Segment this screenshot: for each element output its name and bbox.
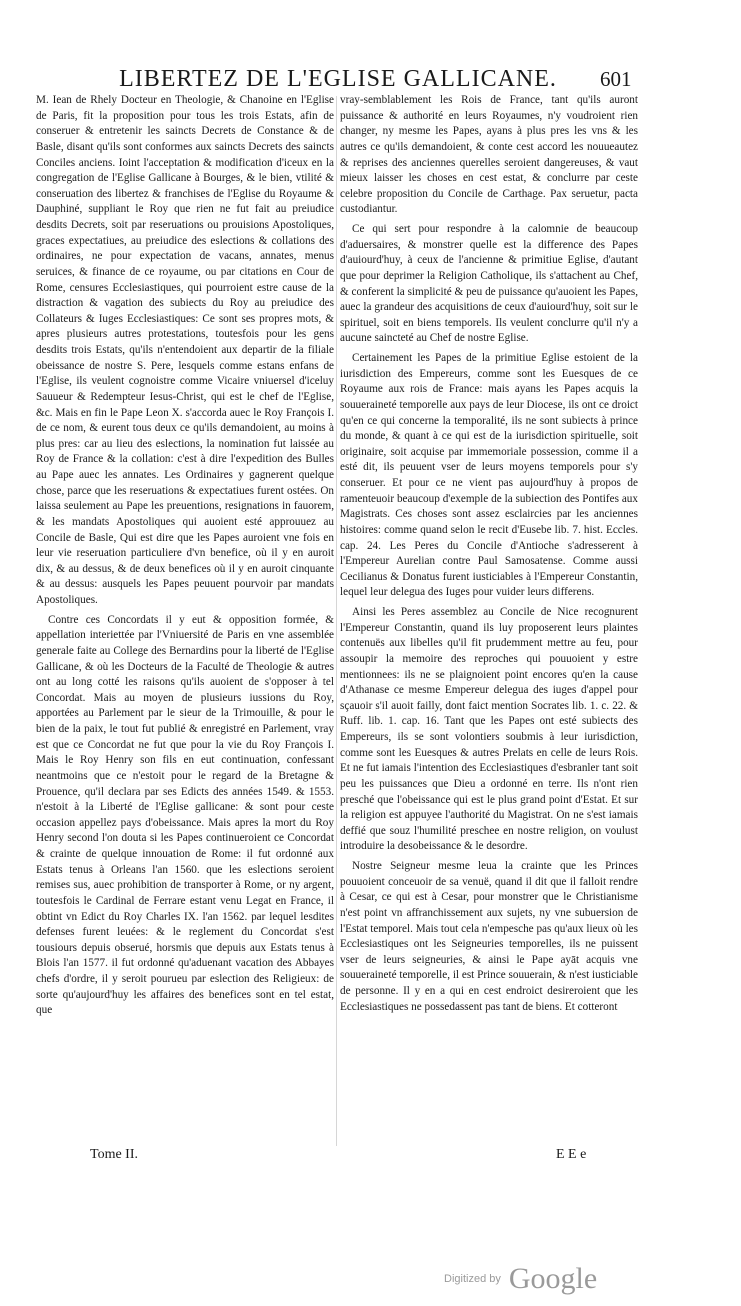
- right-paragraph-2: Ce qui sert pour respondre à la calomnie de beaucoup d'aduersaires, & monstrer quelle est la difference des Papes d'auiourd'huy, à ceux de l'ancienne & primitiue Eglise, d'autant que pour deprimer la Religion Catholique, ils s'attachent au Chef, & conferent la simplicité & peu de puissance qu'auoient les Papes, auec la grandeur des acquisitions de ceux d'auiourd'huy, soit sur le spirituel, soit en biens temporels. Ils veulent conclurre qu'il n'y a aucune saincteté au Chef de nostre Eglise.: [340, 223, 638, 345]
- column-divider: [336, 96, 337, 1146]
- left-paragraph-1: M. Iean de Rhely Docteur en Theologie, & Chanoine en l'Eglise de Paris, fit la proposition pour tous les trois Estats, afin de conseruer & entretenir les saincts Decrets de Constance & de Basle, disant qu'ils sont conformes aux saincts Decrets des saincts Conciles anciens. Ioint l'acceptation & modification d'iceux en la congregation de l'Eglise Gallicane à Bourges, & le bien, vtilité & conseruation des libertez & franchises de l'Eglise du Royaume & Dauphiné, suppliant le Roy que rien ne fut fait au preiudice desdits Decrets, soit par reseruations ou prouisions Apostoliques, graces expectatiues, au preiudice des eslections & collations des ordinaires, ne pour expectation de vacans, annates, menus seruices, & finance de ce royaume, ou par citations en Cour de Rome, censures Ecclesiastiques, qui pourroient estre cause de la distraction & vagation des subiects du Roy au preiudice des Collateurs & Iuges Ecclesiastiques: Ce sont ses propres mots, & apres plusieurs autres protestations, toutesfois pour les gens desdits trois Estats, qu'ils n'entendoient aux departir de la filiale obeissance de nostre S. Pere, lesquels comme estans enfans de l'Eglise, ils veulent cognoistre comme Vicaire vniuersel d'iceluy Sauueur & Redempteur Iesus-Christ, qui est le chef de l'Eglise, &c. Mais en fin le Pape Leon X. s'accorda auec le Roy François I. de ce nom, & eurent tous deux ce qu'ils demandoient, au moins à plus pres: car au lieu des eslections, la nomination fut laissée au Roy de France & la collation: c'est à dire l'expedition des Bulles au Pape auec les annates. Les Ordinaires y gagnerent quelque chose, parce que les reseruations & expectatiues furent ostées. On laissa seulement au Pape les preuentions, resignations in fauorem, & les mandats Apostoliques qui auoient esté approuuez au Concile de Basle, Qui est dire que les Papes auroient vne fois en leur vie reseruation particuliere d'vn benefice, où il y en auroit dix, & au dessus, & de deux benefices où il y en auroit cinquante & au dessus: ausquels les Papes peuuent pourvoir par mandats Apostoliques.: [36, 94, 334, 606]
- google-logo: Google: [508, 1262, 598, 1295]
- signature-mark: E E e: [556, 1147, 587, 1162]
- right-paragraph-5: Nostre Seigneur mesme leua la crainte que les Princes pouuoient conceuoir de sa venuë, quand il dit que il falloit rendre à Cesar, ce qui est à Cesar, pour monstrer que le Christianisme n'est point vn affranchissement aux sujets, ny vne subuersion de l'Estat temporel. Mais tout cela n'empesche pas qu'aux lieux où les Ecclesiastiques ont les Seigneuries temporelles, ils ne puissent vser de leurs seigneuries, & ainsi le Pape ayāt acquis vne souueraineté temporelle, il est Prince souuerain, & n'est iusticiable de personne. Il y en a qui en cest endroict desireroient que les Ecclesiastiques ne possedassent pas tant de biens. Et cotteront: [340, 860, 638, 1013]
- right-column: [340, 93, 638, 1015]
- digitized-watermark: [444, 1262, 597, 1296]
- right-paragraph-1: vray-semblablement les Rois de France, tant qu'ils auront puissance & authorité en leurs Royaumes, n'y voudroient rien changer, ny mesme les Papes, ayans à plus pres les vns & les autres ce qu'ils demandoient, & conte cest accord les nouueautez & reprises des anciennes querelles seroient dangereuses, & vaut mieux laisser les choses en cest estat, & conclurre par ceste celebre proposition du Concile de Carthage. Pax seruetur, pacta custodiantur.: [340, 94, 638, 216]
- volume-label: Tome II.: [90, 1147, 139, 1162]
- page-number: 601: [600, 67, 632, 91]
- running-title: LIBERTEZ DE L'EGLISE GALLICANE.: [119, 66, 557, 92]
- right-paragraph-4: Ainsi les Peres assemblez au Concile de Nice recognurent l'Empereur Constantin, quand ils luy proposerent leurs plaintes contenuës aux libelles qu'il fit prudemment mettre au feu, pour assoupir la memoire des reproches qui pouuoient y estre mentionnees: ils ne se plaignoient point encores qu'en la cause d'Athanase ce mesme Empereur delegua des iuges d'appel pour sçauoir s'il auoit failly, dont faict mention Socrates lib. 1. c. 22. & Ruff. lib. 1. cap. 16. Tant que les Papes ont esté subiects des Empereurs, ils se sont volontiers soubmis à leur iurisdiction, comme sont les Euesques & autres Prelats en celle de leurs Rois. Et ne fut iamais l'intention des Ecclesiastiques d'esbranler tant soit peu les puissances que Dieu a ordonné en terre. Ils n'ont rien presché que l'obeissance qui est le plus grand point d'Estat. Et sur la religion est appuyee l'authorité du Magistrat. On ne s'est iamais deffié que souz l'humilité preschee en nostre religion, on voulust introduire la desobeissance & le desordre.: [340, 606, 638, 853]
- left-paragraph-2: Contre ces Concordats il y eut & opposition formée, & appellation interiettée par l'Vniuersité de Paris en vne assemblée generale faite au College des Bernardins pour la liberté de l'Eglise Gallicane, & où les Docteurs de la Faculté de Theologie & autres ont au long cotté les raisons qu'ils auoient de s'opposer à tel Concordat. Mais au moyen de plusieurs iussions du Roy, apportées au Parlement par le sieur de la Trimouille, & pour le bien de la paix, le tout fut publié & enregistré en Parlement, vray est que ce Concordat ne fut que pour la vie du Roy François I. Mais le Roy Henry son fils en eut continuation, confessant neantmoins que ce n'estoit pour le regard de la Bretagne & Prouence, qu'il declara par ses Edicts des années 1549. & 1553. n'estoit à la Liberté de l'Eglise gallicane: & sont pour ceste occasion appellez pays d'obeissance. Mais apres la mort du Roy Henry second l'on douta si les Papes continueroient ce Concordat & crainte de quelque innouation de Rome: il fut ordonné aux Estats tenus à Orleans l'an 1560. que les eslections seroient remises sus, auec prohibition de transporter à Rome, or ny argent, toutesfois le Cardinal de Ferrare estant venu Legat en France, il obtint vn Edict du Roy Charles IX. l'an 1562. par lequel lesdites defenses furent leuées: & le reglement du Concordat s'est tousiours depuis obserué, horsmis que depuis aux Estats tenus à Blois l'an 1577. il fut ordonné qu'aduenant vacation des Abbayes chefs d'ordre, il y seroit pourueu par eslection des Religieux: de sorte qu'aujourd'huy les affaires des benefices sont en tel estat, que: [36, 613, 334, 1017]
- left-column: [36, 93, 334, 1019]
- right-paragraph-3: Certainement les Papes de la primitiue Eglise estoient de la iurisdiction des Empereurs, comme sont les Euesques de ce Royaume aux rois de France: mais ayans les Papes acquis la souueraineté temporelle aux pays de leur Diocese, ils ont ce droict qu'en ce qui concerne la temporalité, ils ne sont subiects à prince du monde, & quant à ce qui est de la iurisdiction spirituelle, soit originaire, soit acquise par immemoriale possession, comme il a esté dit, ils peuuent vser de leurs moyens temporels pour s'y conseruer. Et pour ce ne vient pas aujourd'huy à propos de ramenteuoir beaucoup d'exemple de la subiection des Pontifes aux Magistrats. Ces choses sont assez esclaircies par les anciennes histoires: comme quand selon le recit d'Eusebe lib. 7. hist. Eccles. cap. 24. Les Peres du Concile d'Antioche s'adresserent à l'Empereur Aurelian contre Paul Samosatense. Comme aussi Cecilianus & Donatus furent iusticiables à l'Empereur Constantin, lequel leur delegua des Iuges pour vuider leurs differens.: [340, 352, 638, 599]
- watermark-prefix: Digitized by: [444, 1273, 501, 1285]
